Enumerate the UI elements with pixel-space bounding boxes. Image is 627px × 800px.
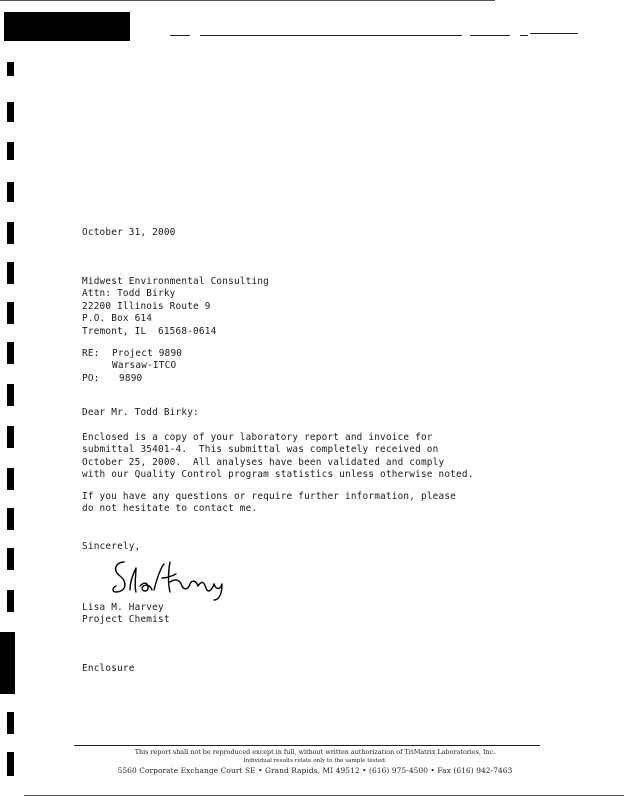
edge-mark bbox=[7, 712, 14, 734]
body-paragraph-1 bbox=[82, 432, 474, 482]
recipient-address bbox=[82, 276, 269, 338]
paragraph-line: If you have any questions or require further information, please bbox=[82, 491, 457, 502]
greeting: Dear Mr. Todd Birky: bbox=[82, 407, 199, 418]
bottom-scan-line bbox=[24, 795, 624, 796]
edge-mark bbox=[7, 468, 14, 490]
re-label: RE: bbox=[82, 348, 100, 359]
header-rule bbox=[470, 35, 510, 36]
header-rule bbox=[200, 35, 462, 36]
edge-mark bbox=[7, 752, 14, 776]
closing: Sincerely, bbox=[82, 541, 141, 552]
top-scan-line bbox=[0, 0, 495, 1]
header-rule bbox=[530, 33, 578, 34]
re-project: Project 9890 bbox=[112, 348, 183, 359]
edge-bar bbox=[0, 632, 15, 694]
edge-mark bbox=[7, 384, 14, 406]
edge-mark bbox=[7, 142, 14, 160]
paragraph-line: Enclosed is a copy of your laboratory report and invoice for bbox=[82, 432, 433, 443]
po-label: PO: bbox=[82, 372, 100, 384]
edge-mark bbox=[7, 590, 14, 612]
signer-block bbox=[82, 602, 170, 627]
edge-mark bbox=[7, 62, 14, 76]
po-value: 9890 bbox=[119, 372, 143, 384]
footer-address: 5560 Corporate Exchange Court SE • Grand Rapids, MI 49512 • (616) 975-4500 • Fax (616) 942-7463 bbox=[117, 766, 513, 775]
handwritten-signature bbox=[110, 556, 230, 602]
edge-mark bbox=[7, 548, 14, 570]
footer-rule bbox=[74, 745, 540, 746]
reference-block bbox=[82, 348, 182, 385]
redaction-block bbox=[4, 12, 130, 41]
recipient-company: Midwest Environmental Consulting bbox=[82, 276, 270, 287]
letterhead-footer bbox=[60, 748, 570, 776]
paragraph-line: submittal 35401-4. This submittal was completely received on bbox=[82, 444, 439, 456]
header-rule bbox=[520, 35, 528, 36]
footer-disclaimer: This report shall not be reproduced except in full, without written authorization of TriMatrix Laboratories, Inc. bbox=[134, 748, 496, 756]
edge-mark bbox=[7, 102, 14, 122]
re-site: Warsaw-ITCO bbox=[112, 360, 177, 372]
edge-mark bbox=[7, 182, 14, 202]
edge-mark bbox=[7, 342, 14, 364]
body-paragraph-2 bbox=[82, 491, 456, 516]
signer-title: Project Chemist bbox=[82, 614, 170, 626]
signer-name: Lisa M. Harvey bbox=[82, 602, 164, 613]
enclosure-note: Enclosure bbox=[82, 663, 135, 674]
recipient-city-state-zip: Tremont, IL 61568-0614 bbox=[82, 325, 217, 337]
paragraph-line: do not hesitate to contact me. bbox=[82, 503, 258, 515]
paragraph-line: with our Quality Control program statistics unless otherwise noted. bbox=[82, 469, 474, 481]
recipient-attn: Attn: Todd Birky bbox=[82, 288, 176, 300]
recipient-street: 22200 Illinois Route 9 bbox=[82, 300, 211, 312]
edge-mark bbox=[7, 262, 14, 284]
edge-mark bbox=[7, 426, 14, 448]
footer-results-note: Individual results relate only to the sample tested. bbox=[243, 758, 387, 764]
edge-mark bbox=[7, 302, 14, 324]
paragraph-line: October 25, 2000. All analyses have been validated and comply bbox=[82, 456, 445, 468]
recipient-po-box: P.O. Box 614 bbox=[82, 313, 153, 325]
edge-mark bbox=[7, 508, 14, 530]
edge-mark bbox=[7, 222, 14, 244]
header-rule bbox=[170, 35, 190, 36]
letter-date: October 31, 2000 bbox=[82, 227, 176, 238]
